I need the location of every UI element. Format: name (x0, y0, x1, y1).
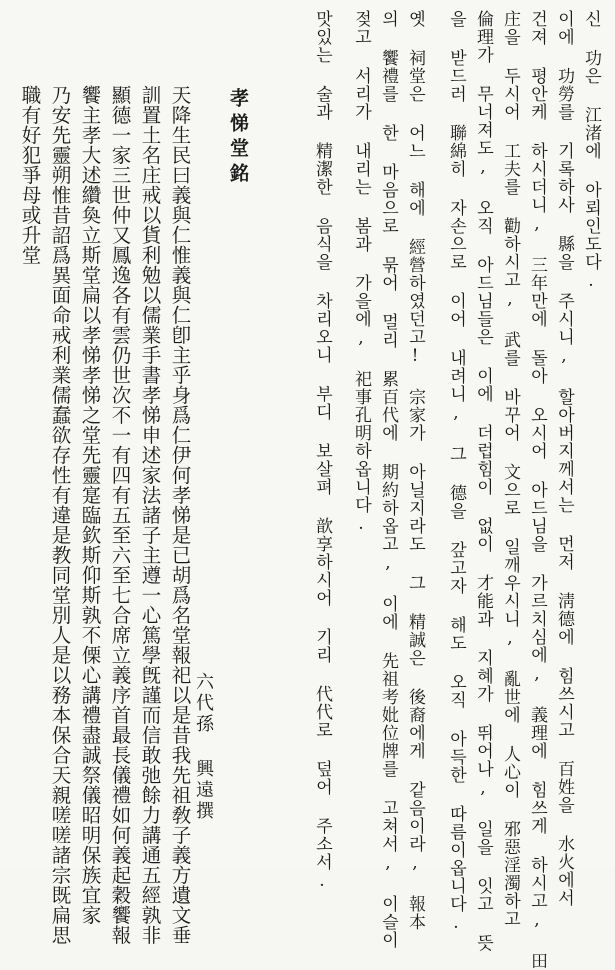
korean-column: 젖고 서리가 내리는 봄과 가을에, 祀事孔明하옵니다. (351, 10, 371, 535)
korean-column: 庄을 두시어 工夫를 勸하시고, 武를 바꾸어 文으로 일깨우시니, 亂世에 人心이 邪惡淫濁하고 (500, 10, 520, 928)
chinese-column: 天降生民曰義與仁惟義與仁卽主乎身爲仁伊何孝悌是已胡爲名堂報祀以是昔我先祖敎子義方遺文垂 (168, 85, 192, 945)
korean-column: 을 받드러 聯綿히 자손으로 이어 내려니, 그 德을 갚고자 해도 오직 아득한 따름이옵니다. (446, 10, 466, 934)
korean-column: 이에 功勞를 기록하사 縣을 주시니, 할아버지께서는 먼저 淸德에 힘쓰시고 百姓을 水火에서 (554, 10, 574, 907)
author-byline: 六代孫 興遠撰 (193, 672, 214, 822)
chinese-column: 職有好犯爭母或升堂 (18, 85, 42, 265)
chinese-column: 乃安先靈朔惟昔詔爲異面命戒利業儒蠢欲存性有違是教同堂別人是以務本保合天親嗟嗟諸宗既扁思 (48, 85, 72, 945)
korean-column: 신 功은 江渚에 아뢰인도다. (581, 10, 601, 292)
chinese-column: 饗主孝大述纘奐立斯堂扁以孝悌孝悌之堂先靈寔臨欽斯仰斯孰不傈心講禮盡誠祭儀昭明保族宜家 (78, 85, 102, 925)
inscription-title: 孝悌堂銘 (227, 88, 249, 188)
korean-column: 의 饗禮를 한 마음으로 묶어 멀리 累百代에 期約하옵고, 이에 先祖考妣位牌를 고쳐서, 이슬이 (378, 10, 398, 949)
korean-column: 건져 평안케 하시더니, 三年만에 돌아 오시어 아드님을 가르치심에, 義理에 힘쓰게 하시고, 田 (527, 10, 547, 970)
korean-column: 옛 祠堂은 어느 해에 經營하였던고! 宗家가 아닐지라도 그 精誠은 後裔에게 같음이라, 報本 (405, 10, 425, 931)
chinese-column: 顯德一家三世仲又鳳逸各有雲仍世次不一有四有五至六至七合席立義序首最長儀禮如何義起穀饗報 (108, 85, 132, 945)
chinese-column: 訓置土名庄戒以貨利勉以儒業手書孝悌申述家法諸子主遵一心篤學旣謹而信敢弛餘力講通五經孰非 (138, 85, 162, 945)
korean-column: 맛있는 술과 精潔한 음식을 차리오니 부디 보살펴 歆享하시어 기리 代代로 덮어 주소서. (312, 10, 332, 892)
korean-column: 倫理가 무너져도, 오직 아드님들은 이에 더럽힘이 없이 才能과 지혜가 뛰어나, 일을 잇고 뜻 (473, 10, 493, 952)
